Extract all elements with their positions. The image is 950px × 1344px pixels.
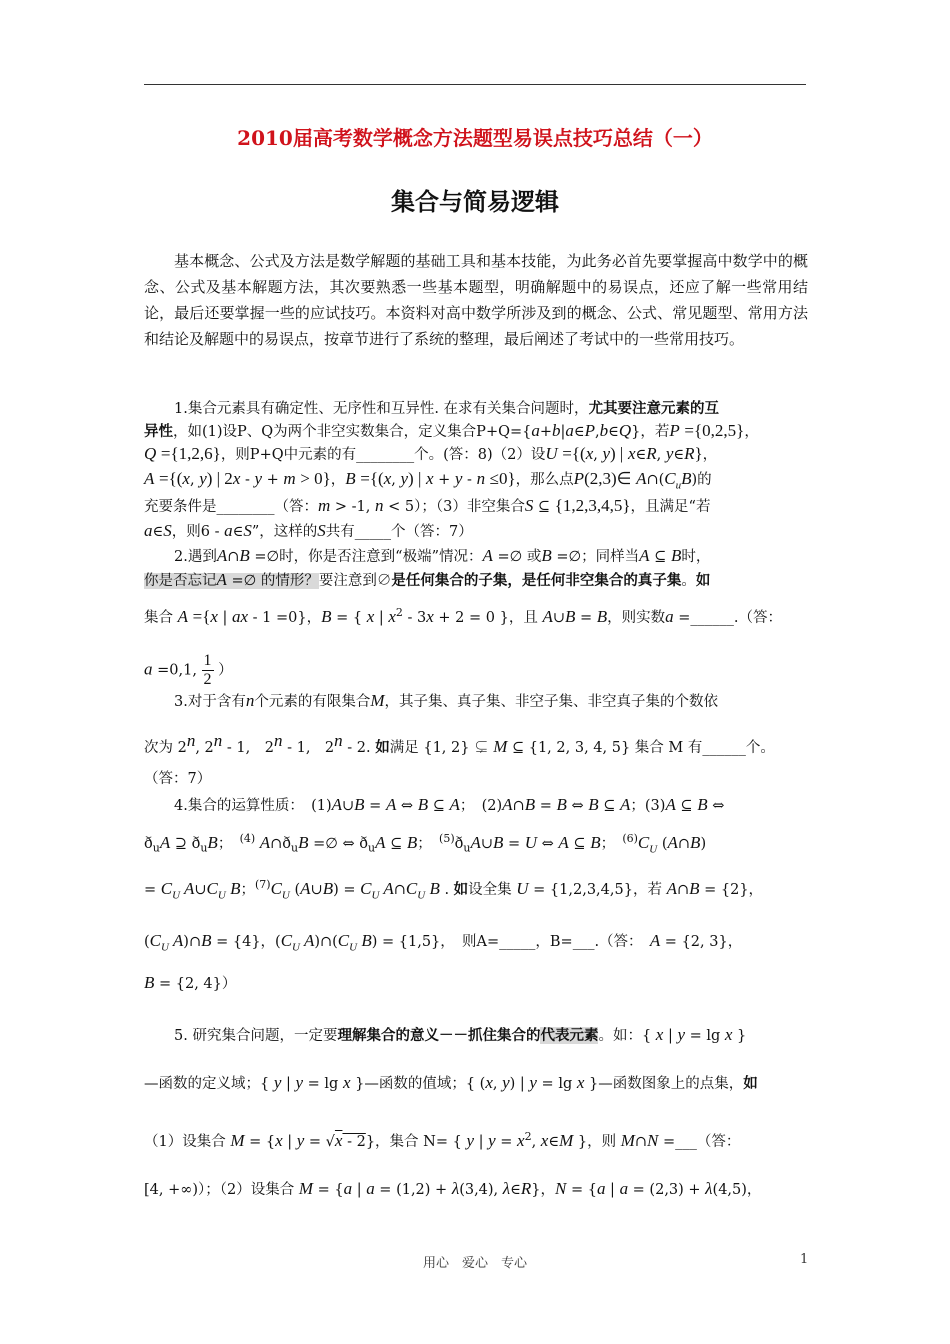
item1-line3: Q ={1,2,6}，则P+Q中元素的有________个。(答：8)（2）设U ={(x, y) | x∈R, y∈R}， bbox=[144, 444, 718, 463]
item1-line1: 1.集合元素具有确定性、无序性和互异性. 在求有关集合问题时，尤其要注意元素的互 bbox=[174, 400, 720, 417]
item5-line1: 5. 研究集合问题，一定要理解集合的意义－－抓住集合的代表元素。如：{ x | y = lg x } bbox=[174, 1025, 747, 1044]
item1-line2: 异性，如(1)设P、Q为两个非空实数集合，定义集合P+Q={a+b|a∈P,b∈Q}，若P ={0,2,5}， bbox=[144, 421, 759, 440]
item4-line1: 4.集合的运算性质： (1)A∪B = A ⇔ B ⊆ A； (2)A∩B = B ⇔ B ⊆ A；(3)A ⊆ B ⇔ bbox=[174, 795, 725, 814]
item2-line3: 集合 A ={x | ax - 1 =0}，B = { x | $x^2 - 3x + 2 = 0$ }，且 A∪B = B，则实数a =______.（答： bbox=[144, 606, 783, 626]
item2-line2: 你是否忘记A =∅ 的情形？要注意到∅是任何集合的子集，是任何非空集合的真子集。如 bbox=[144, 570, 711, 589]
item2-answer: a =0,1, $\frac{1}{2}$ ） bbox=[144, 652, 233, 688]
document-title: 2010届高考数学概念方法题型易误点技巧总结（一） bbox=[237, 126, 713, 150]
item3-line1: 3.对于含有n个元素的有限集合M，其子集、真子集、非空子集、非空真子集的个数依 bbox=[174, 691, 719, 710]
item5-line3: （1）设集合 M = {x | y = √x - 2}，集合 N= { y | $y = x^2$, x∈M }，则 M∩N =___（答： bbox=[144, 1130, 741, 1150]
item1-line5: 充要条件是________（答：m > -1, n < 5）；（3）非空集合S ⊆ {1,2,3,4,5}，且满足“若 bbox=[144, 496, 711, 515]
item5-line4: [4, +∞)）；（2）设集合 M = {a | a = (1,2) + λ(3,4), λ∈R}，N = {a | a = (2,3) + λ(4,5)， bbox=[144, 1179, 762, 1198]
section-title: 集合与简易逻辑 bbox=[391, 187, 559, 216]
item4-line4: ($C_U$ A)∩B = {4}，($C_U$ $A)\cap(C_U$ B) = {1,5}， 则A=_____，B=___.（答： A = {2, 3}， bbox=[144, 931, 743, 954]
item5-line2: —函数的定义域；{ y | y = lg x }—函数的值域；{ (x, y) | y = lg x }—函数图象上的点集，如 bbox=[144, 1073, 758, 1092]
item3-answer: （答：7） bbox=[144, 771, 212, 787]
page-number: 1 bbox=[800, 1252, 809, 1267]
item1-line6: a∈S，则6 - a∈S”，这样的S共有_____个（答：7） bbox=[144, 521, 473, 540]
footer-text: 用心 爱心 专心 bbox=[422, 1256, 527, 1271]
item1-line4: A ={(x, y) | 2x - y + m > 0}，B ={(x, y) | x + y - n ≤0}，那么点P(2,3)∈ $A\cap(C_uB)$的 bbox=[144, 469, 712, 492]
item4-answer: B = {2, 4}） bbox=[144, 973, 237, 992]
item3-line2: 次为 2$^n$, 2$^n$ - 1, 2$^n$ - 1, 2$^n$ - 2. 如满足 {1, 2} ⊊ M ⊆ {1, 2, 3, 4, 5} 集合 M 有______个。 bbox=[144, 731, 775, 756]
header-rule bbox=[144, 84, 806, 85]
item4-line3: = $C_U$ $A\cup C_U$ B；$^{(7)}C_U$ (A∪B) = $C_U$ $A\cap C_U$ B . 如设全集 U = {1,2,3,4,5}，若 A∩B = {2}， bbox=[144, 878, 764, 902]
item4-line2: $ð_uA$ ⊇ $ð_uB$； $^{(4)}$ $A\cap ð_uB$ =∅ ⇔ $ð_uA$ ⊆ B； $^{(5)}ð_uA\cup B = U$ ⇔ A ⊆ B； $^{(6)}C_U$ (A∩B) bbox=[144, 832, 707, 856]
item2-line1: 2.遇到A∩B =∅时，你是否注意到“极端”情况：A =∅ 或B =∅；同样当A ⊆ B时， bbox=[174, 546, 711, 565]
intro-paragraph: 基本概念、公式及方法是数学解题的基础工具和基本技能，为此务必首先要掌握高中数学中的概念、公式及基本解题方法，其次要熟悉一些基本题型，明确解题中的易误点，还应了解一些常用结论，最后还要掌握一些的应试技巧。本资料对高中数学所涉及到的概念、公式、常见题型、常用方法和结论及解题中的易误点，按章节进行了系统的整理，最后阐述了考试中的一些常用技巧。 bbox=[144, 252, 808, 348]
